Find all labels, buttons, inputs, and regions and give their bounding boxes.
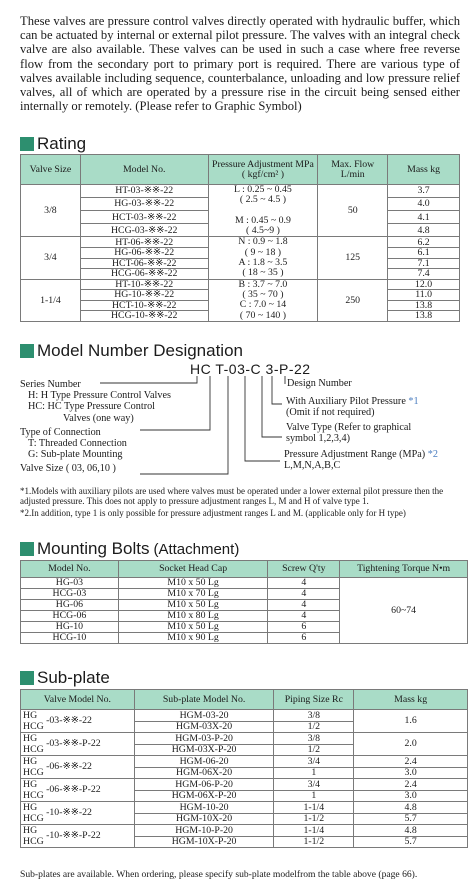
aux-pilot-label: With Auxiliary Pilot Pressure *1 — [286, 396, 419, 407]
valve-type-note: symbol 1,2,3,4) — [286, 433, 350, 444]
model-cell: HCT-03-※※-22 — [80, 211, 208, 224]
model-cell: HCG-06 — [21, 611, 119, 622]
piping-cell: 1/2 — [274, 721, 354, 733]
header-max-flow: Max. Flow L/min — [318, 155, 388, 185]
series-number-label: Series Number — [20, 379, 81, 390]
model-cell: HCG-03 — [21, 589, 119, 600]
qty-cell: 4 — [268, 589, 340, 600]
valve-size-label: Valve Size ( 03, 06,10 ) — [20, 463, 116, 475]
screw-cell: M10 x 70 Lg — [118, 589, 268, 600]
piping-cell: 3/4 — [274, 779, 354, 791]
leader-line — [272, 376, 282, 404]
pressure-cell: B : 3.7 ~ 7.0 ( 35 ~ 70 ) C : 7.0 ~ 14 ( 70 ~ 140 ) — [208, 279, 318, 321]
piping-cell: 1-1/4 — [274, 802, 354, 814]
design-number-label: Design Number — [287, 378, 352, 389]
qty-cell: 4 — [268, 600, 340, 611]
mass-cell: 13.8 — [388, 311, 460, 322]
bolts-subtitle: (Attachment) — [153, 540, 240, 558]
model-cell: HG-06 — [21, 600, 119, 611]
bolts-section-header — [20, 539, 239, 559]
mass-cell: 12.0 — [388, 279, 460, 290]
piping-cell: 1 — [274, 790, 354, 802]
valve-model-cell: HG HCG -10-※※-P-22 — [21, 825, 135, 848]
model-cell: HCG-10 — [21, 633, 119, 644]
torque-cell: 60~74 — [340, 578, 468, 644]
threaded-label: T: Threaded Connection — [28, 438, 127, 450]
designation-notes — [20, 486, 465, 518]
designation-left-labels — [20, 379, 171, 475]
valve-type-label: Valve Type (Refer to graphical — [286, 422, 412, 433]
mass-cell: 13.8 — [388, 300, 460, 311]
valve-size-cell: 3/4 — [21, 237, 81, 279]
mass-cell: 4.1 — [388, 211, 460, 224]
mass-cell: 11.0 — [388, 290, 460, 301]
subplate-model-cell: HGM-03X-P-20 — [134, 744, 274, 756]
header-valve-size: Valve Size — [21, 155, 81, 185]
subplate-model-cell: HGM-10-20 — [134, 802, 274, 814]
model-cell: HT-06-※※-22 — [80, 237, 208, 248]
connection-type-label: Type of Connection — [20, 426, 101, 438]
pressure-cell: L : 0.25 ~ 0.45 ( 2.5 ~ 4.5 ) M : 0.45 ~ 0.9 ( 4.5~9 ) — [208, 185, 318, 237]
mass-cell: 2.4 — [354, 756, 468, 768]
piping-cell: 1-1/2 — [274, 813, 354, 825]
table-row — [21, 802, 468, 814]
qty-cell: 4 — [268, 578, 340, 589]
model-cell: HG-03 — [21, 578, 119, 589]
model-cell: HCT-06-※※-22 — [80, 258, 208, 269]
model-code: HC T-03-C 3-P-22 — [190, 361, 311, 377]
header-subplate-model: Sub-plate Model No. — [134, 690, 274, 710]
mass-cell: 4.8 — [354, 825, 468, 837]
model-cell: HCG-03-※※-22 — [80, 224, 208, 237]
screw-cell: M10 x 50 Lg — [118, 622, 268, 633]
header-screw-qty: Screw Q'ty — [268, 561, 340, 578]
table-row — [21, 825, 468, 837]
note-2: *2.In addition, type 1 is only possible for pressure adjustment ranges L and M. (applicable only for H type) — [20, 507, 406, 518]
qty-cell: 6 — [268, 633, 340, 644]
screw-cell: M10 x 50 Lg — [118, 578, 268, 589]
screw-cell: M10 x 90 Lg — [118, 633, 268, 644]
flow-cell: 50 — [318, 185, 388, 237]
piping-cell: 1-1/2 — [274, 836, 354, 848]
bolts-title: Mounting Bolts — [37, 539, 150, 558]
model-cell: HG-06-※※-22 — [80, 248, 208, 259]
bolts-table — [20, 560, 468, 644]
header-model-no: Model No. — [80, 155, 208, 185]
mass-cell: 7.4 — [388, 269, 460, 280]
subplate-model-cell: HGM-06-20 — [134, 756, 274, 768]
rating-title: Rating — [37, 134, 87, 153]
table-row — [21, 578, 468, 589]
header-socket-head: Socket Head Cap — [118, 561, 268, 578]
mass-cell: 4.8 — [354, 802, 468, 814]
model-cell: HCG-10-※※-22 — [80, 311, 208, 322]
mass-cell: 5.7 — [354, 813, 468, 825]
subplate-model-cell: HGM-06X-P-20 — [134, 790, 274, 802]
valve-model-cell: HG HCG -03-※※-22 — [21, 710, 135, 733]
header-piping-size: Piping Size Rc — [274, 690, 354, 710]
model-cell: HT-03-※※-22 — [80, 185, 208, 198]
subplate-model-cell: HGM-06-P-20 — [134, 779, 274, 791]
intro-paragraph: These valves are pressure control valves directly operated with hydraulic buffer, which can be actuated by internal or external pilot pressure. The valves with an integral check valve are also available. These valves can be used in such a case where free reverse flow from the secondary port to primary port is required. There are various type of valves available including sequence, counterbalance, unloading and low pressure relief valves, all of which are operated by a pressure rise in the circuit being sensed either internally or remotely. (Please refer to Graphic Symbol) — [20, 14, 460, 114]
pressure-range-label: Pressure Adjustment Range (MPa) *2 — [284, 449, 438, 460]
mass-cell: 3.0 — [354, 767, 468, 779]
valve-model-cell: HG HCG -06-※※-P-22 — [21, 779, 135, 802]
model-cell: HT-10-※※-22 — [80, 279, 208, 290]
piping-cell: 3/8 — [274, 733, 354, 745]
mass-cell: 6.1 — [388, 248, 460, 259]
model-cell: HG-10-※※-22 — [80, 290, 208, 301]
piping-cell: 3/8 — [274, 710, 354, 722]
screw-cell: M10 x 80 Lg — [118, 611, 268, 622]
flow-cell: 250 — [318, 279, 388, 321]
table-row — [21, 779, 468, 791]
series-hc-cont-label: Valves (one way) — [63, 412, 134, 424]
mass-cell: 4.8 — [388, 224, 460, 237]
pressure-range-values: L,M,N,A,B,C — [284, 460, 341, 471]
valve-model-cell: HG HCG -03-※※-P-22 — [21, 733, 135, 756]
model-cell: HCG-06-※※-22 — [80, 269, 208, 280]
subplate-model-cell: HGM-03-20 — [134, 710, 274, 722]
mass-cell: 3.0 — [354, 790, 468, 802]
qty-cell: 6 — [268, 622, 340, 633]
header-valve-model: Valve Model No. — [21, 690, 135, 710]
note-1: *1.Models with auxiliary pilots are used where valves must be operated under a lower external pilot pressure then the adjusted pressure. This does not apply to pressure adjustment ranges L, M and H of valve type 1. — [20, 486, 444, 507]
subplate-model-cell: HGM-10X-20 — [134, 813, 274, 825]
subplate-model-cell: HGM-10-P-20 — [134, 825, 274, 837]
piping-cell: 3/4 — [274, 756, 354, 768]
table-row — [21, 733, 468, 745]
leader-line — [245, 376, 280, 461]
mass-cell: 2.0 — [354, 733, 468, 756]
header-pressure: Pressure Adjustment MPa ( kgf/cm² ) — [208, 155, 318, 185]
mass-cell: 4.0 — [388, 198, 460, 211]
valve-model-cell: HG HCG -10-※※-22 — [21, 802, 135, 825]
header-model-no: Model No. — [21, 561, 119, 578]
subplate-section-header — [20, 668, 110, 688]
section-square-icon — [20, 671, 34, 685]
piping-cell: 1/2 — [274, 744, 354, 756]
screw-cell: M10 x 50 Lg — [118, 600, 268, 611]
subplate-model-cell: HGM-06X-20 — [134, 767, 274, 779]
valve-model-cell: HG HCG -06-※※-22 — [21, 756, 135, 779]
designation-title: Model Number Designation — [37, 341, 243, 360]
model-cell: HG-03-※※-22 — [80, 198, 208, 211]
subplate-table — [20, 689, 468, 848]
subplate-title: Sub-plate — [37, 668, 110, 687]
mass-cell: 6.2 — [388, 237, 460, 248]
mass-cell: 3.7 — [388, 185, 460, 198]
subplate-mount-label: G: Sub-plate Mounting — [28, 449, 123, 461]
header-torque: Tightening Torque N•m — [340, 561, 468, 578]
valve-size-cell: 3/8 — [21, 185, 81, 237]
subplate-model-cell: HGM-03X-20 — [134, 721, 274, 733]
header-mass: Mass kg — [354, 690, 468, 710]
piping-cell: 1 — [274, 767, 354, 779]
series-hc-label: HC: HC Type Pressure Control — [28, 401, 156, 413]
model-cell: HCT-10-※※-22 — [80, 300, 208, 311]
mass-cell: 1.6 — [354, 710, 468, 733]
subplate-model-cell: HGM-10X-P-20 — [134, 836, 274, 848]
mass-cell: 7.1 — [388, 258, 460, 269]
section-square-icon — [20, 542, 34, 556]
subplate-footnote: Sub-plates are available. When ordering, please specify sub-plate modelfrom the table above (page 66). — [20, 869, 418, 880]
model-cell: HG-10 — [21, 622, 119, 633]
subplate-model-cell: HGM-03-P-20 — [134, 733, 274, 745]
qty-cell: 4 — [268, 611, 340, 622]
valve-size-cell: 1-1/4 — [21, 279, 81, 321]
table-row — [21, 710, 468, 722]
piping-cell: 1-1/4 — [274, 825, 354, 837]
aux-pilot-note: (Omit if not required) — [286, 407, 375, 418]
header-mass: Mass kg — [388, 155, 460, 185]
table-row — [21, 756, 468, 768]
mass-cell: 5.7 — [354, 836, 468, 848]
series-h-label: H: H Type Pressure Control Valves — [28, 390, 171, 402]
flow-cell: 125 — [318, 237, 388, 279]
mass-cell: 2.4 — [354, 779, 468, 791]
pressure-cell: N : 0.9 ~ 1.8 ( 9 ~ 18 ) A : 1.8 ~ 3.5 ( 18 ~ 35 ) — [208, 237, 318, 279]
